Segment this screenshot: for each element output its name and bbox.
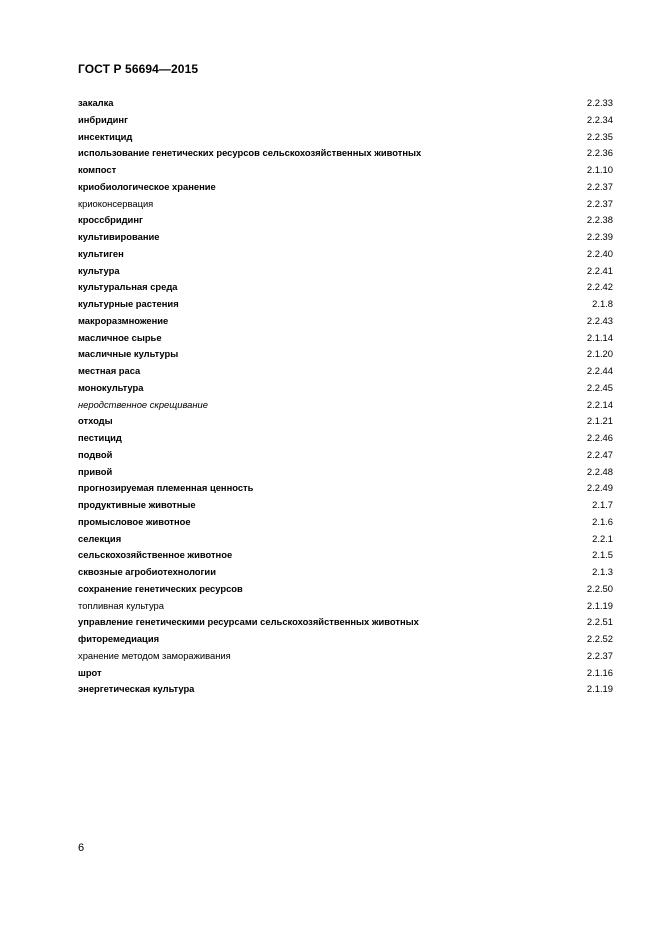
index-term: энергетическая культура (78, 683, 195, 695)
index-entry (78, 497, 613, 514)
index-entry (78, 196, 613, 213)
index-entry (78, 430, 613, 447)
index-ref: 2.2.40 (586, 247, 613, 259)
index-entry (78, 129, 613, 146)
index-ref: 2.1.3 (592, 566, 613, 577)
index-entry (78, 212, 613, 229)
index-ref: 2.1.16 (586, 666, 613, 678)
index-entry (78, 648, 613, 665)
index-ref: 2.1.10 (586, 164, 613, 175)
index-ref: 2.2.37 (586, 649, 613, 661)
index-term: управление генетическими ресурсами сельскохозяйственных животных (78, 616, 419, 628)
index-ref: 2.2.36 (586, 147, 613, 159)
index-term: масличное сырье (78, 331, 162, 343)
index-term: использование генетических ресурсов сельскохозяйственных животных (78, 147, 422, 159)
index-entry (78, 263, 613, 280)
index-entry (78, 363, 613, 380)
index-entry (78, 564, 613, 581)
index-entry (78, 531, 613, 548)
index-term: культура (78, 264, 120, 276)
index-entry (78, 179, 613, 196)
index-term: культиген (78, 247, 124, 259)
index-entry (78, 229, 613, 246)
index-ref: 2.2.37 (586, 180, 613, 192)
index-entry (78, 95, 613, 112)
index-ref: 2.2.42 (586, 281, 613, 293)
index-term: подвой (78, 448, 113, 460)
index-entry (78, 145, 613, 162)
index-ref: 2.1.19 (586, 599, 613, 611)
index-ref: 2.1.19 (586, 683, 613, 695)
index-entry (78, 464, 613, 481)
index-ref: 2.2.44 (586, 365, 613, 376)
index-entry (78, 162, 613, 179)
index-ref: 2.2.45 (586, 381, 613, 393)
index-entry (78, 681, 613, 698)
index-term: селекция (78, 532, 122, 544)
index-entry (78, 547, 613, 564)
index-term: закалка (78, 97, 114, 108)
index-entry (78, 296, 613, 313)
index-entry (78, 346, 613, 363)
index-ref: 2.1.8 (592, 298, 613, 309)
index-list (78, 95, 613, 698)
index-term: культурные растения (78, 298, 179, 309)
index-ref: 2.2.39 (586, 231, 613, 242)
index-entry (78, 413, 613, 430)
index-ref: 2.2.43 (586, 314, 613, 326)
index-ref: 2.2.50 (586, 582, 613, 594)
index-term: сельскохозяйственное животное (78, 549, 233, 561)
index-term: сохранение генетических ресурсов (78, 582, 243, 594)
index-ref: 2.2.14 (586, 398, 613, 410)
index-term: сквозные агробиотехнологии (78, 566, 216, 577)
index-ref: 2.2.37 (586, 197, 613, 209)
index-ref: 2.1.6 (592, 515, 613, 527)
index-term: отходы (78, 415, 113, 427)
index-entry (78, 246, 613, 263)
index-term: кроссбридинг (78, 214, 143, 226)
index-entry (78, 330, 613, 347)
index-entry (78, 112, 613, 129)
index-term: продуктивные животные (78, 499, 196, 510)
index-term: компост (78, 164, 117, 175)
index-entry (78, 614, 613, 631)
index-entry (78, 480, 613, 497)
index-term: местная раса (78, 365, 141, 376)
index-term: неродственное скрещивание (78, 398, 208, 410)
index-entry (78, 665, 613, 682)
index-ref: 2.2.34 (586, 113, 613, 125)
page-number: 6 (78, 842, 85, 854)
index-term: культуральная среда (78, 281, 178, 293)
index-ref: 2.2.41 (586, 264, 613, 276)
index-ref: 2.2.47 (586, 448, 613, 460)
index-term: масличные культуры (78, 348, 179, 360)
index-term: инбридинг (78, 113, 128, 125)
index-entry (78, 598, 613, 615)
index-term: фиторемедиация (78, 633, 160, 644)
index-entry (78, 380, 613, 397)
index-entry (78, 313, 613, 330)
index-ref: 2.1.5 (592, 549, 613, 561)
index-term: инсектицид (78, 130, 133, 142)
index-ref: 2.2.1 (592, 532, 613, 544)
index-entry (78, 631, 613, 648)
index-term: криоконсервация (78, 197, 154, 209)
index-term: промысловое животное (78, 515, 191, 527)
index-ref: 2.2.35 (586, 130, 613, 142)
index-term: шрот (78, 666, 102, 678)
index-term: топливная культура (78, 599, 164, 611)
index-ref: 2.2.49 (586, 482, 613, 494)
index-ref: 2.2.48 (586, 465, 613, 477)
index-ref: 2.1.14 (586, 331, 613, 343)
index-entry (78, 447, 613, 464)
index-term: криобиологическое хранение (78, 180, 216, 192)
index-term: монокультура (78, 381, 144, 393)
index-ref: 2.2.46 (586, 432, 613, 443)
index-entry (78, 514, 613, 531)
index-ref: 2.2.52 (586, 633, 613, 644)
index-term: хранение методом замораживания (78, 649, 231, 661)
document-header: ГОСТ Р 56694—2015 (78, 62, 199, 76)
index-ref: 2.1.20 (586, 348, 613, 360)
index-entry (78, 397, 613, 414)
index-term: макроразмножение (78, 314, 169, 326)
index-ref: 2.1.7 (592, 499, 613, 510)
index-ref: 2.2.33 (586, 97, 613, 108)
index-entry (78, 581, 613, 598)
index-ref: 2.2.51 (586, 616, 613, 628)
index-ref: 2.2.38 (586, 214, 613, 226)
index-term: пестицид (78, 432, 122, 443)
index-term: прогнозируемая племенная ценность (78, 482, 254, 494)
index-ref: 2.1.21 (586, 415, 613, 427)
index-entry (78, 279, 613, 296)
index-term: привой (78, 465, 113, 477)
index-term: культивирование (78, 231, 160, 242)
